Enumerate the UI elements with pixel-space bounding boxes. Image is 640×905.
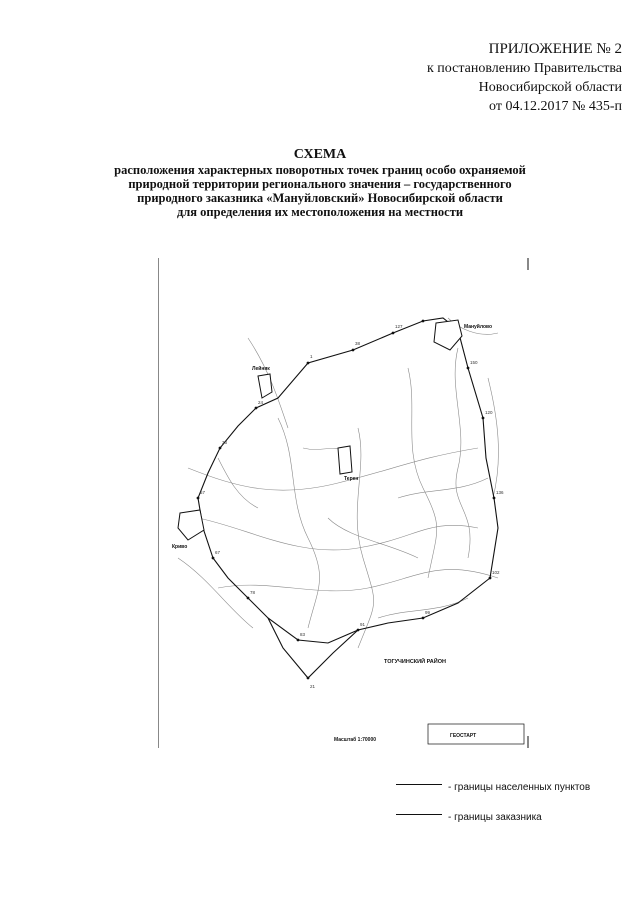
settlement-label-leynyak: Лейняк	[252, 366, 270, 372]
reserve-boundary	[198, 318, 498, 678]
vertex-label: 1	[310, 354, 313, 359]
legend-line-reserve	[396, 814, 442, 815]
legend-text-reserve: - границы заказника	[448, 812, 542, 823]
title-line-1: расположения характерных поворотных точек границ особо охраняемой	[114, 163, 526, 177]
company-stamp	[428, 724, 524, 744]
annex-ref-line-3: от 04.12.2017 № 435-п	[489, 99, 622, 114]
settlement-label-krivo: Криво	[172, 544, 188, 550]
settlement-label-teren: Терен	[344, 476, 359, 482]
vertex-label: 127	[395, 324, 403, 329]
annex-header	[330, 40, 622, 116]
map-frame-marks	[158, 258, 528, 748]
vertex-label: 120	[485, 410, 493, 415]
vertex-label: 91	[360, 622, 366, 627]
title-main: СХЕМА	[293, 147, 347, 162]
settlement-boundaries	[178, 320, 462, 540]
boundary-vertices	[197, 320, 496, 680]
vertex-labels	[200, 324, 504, 689]
vertex-label: 83	[300, 632, 306, 637]
scale-label: Масштаб 1:70000	[334, 737, 377, 743]
settlement-label-manuylovo: Мануйлово	[464, 324, 493, 330]
annex-ref-line-2: Новосибирской области	[478, 80, 622, 95]
title-line-2: природной территории регионального значения – государственного	[128, 177, 512, 191]
document-title	[64, 146, 576, 219]
legend-line-settlements	[396, 784, 442, 785]
map-canvas	[158, 258, 530, 748]
vertex-label: 99	[425, 610, 431, 615]
annex-number: ПРИЛОЖЕНИЕ № 2	[488, 41, 622, 57]
vertex-label: 57	[200, 490, 206, 495]
annex-ref-line-1: к постановлению Правительства	[426, 61, 622, 76]
district-label: ТОГУЧИНСКИЙ РАЙОН	[384, 659, 446, 665]
legend-settlements	[396, 782, 590, 794]
vertex-label: 38	[355, 341, 361, 346]
vertex-label: 102	[492, 570, 500, 575]
map-roads	[178, 318, 498, 648]
vertex-label: 67	[215, 550, 221, 555]
vertex-label: 21	[310, 684, 316, 689]
legend-reserve	[396, 812, 542, 824]
reserve-map	[158, 258, 530, 748]
stamp-label: ГЕОСТАРТ	[450, 733, 477, 739]
settlement-labels	[172, 323, 492, 550]
title-line-4: для определения их местоположения на местности	[176, 205, 464, 219]
vertex-label: 24	[258, 400, 264, 405]
legend-text-settlements: - границы населенных пунктов	[448, 782, 591, 793]
title-line-3: природного заказника «Мануйловский» Новосибирской области	[137, 191, 503, 205]
vertex-label: 136	[496, 490, 504, 495]
vertex-label: 33	[222, 440, 228, 445]
vertex-label: 150	[470, 360, 478, 365]
vertex-label: 78	[250, 590, 256, 595]
